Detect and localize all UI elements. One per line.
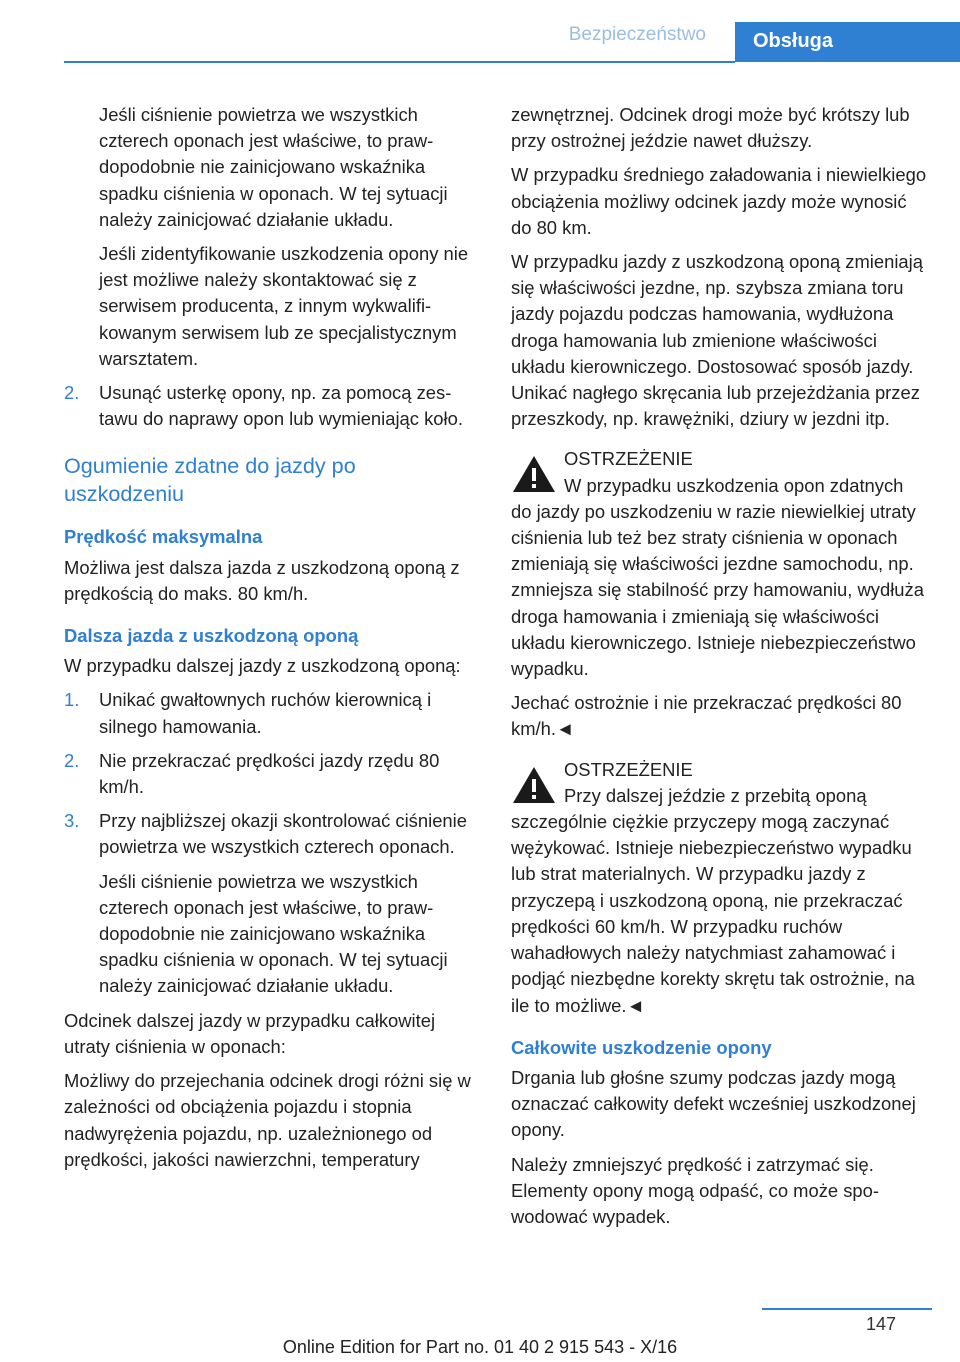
warning-icon — [511, 765, 557, 805]
paragraph-max-speed: Możliwa jest dalsza jazda z uszkodzoną oponą z prędkością do maks. 80 km/h. — [64, 556, 460, 604]
paragraph-drive-carefully: Jechać ostrożnie i nie przekraczać prędkości 80 km/h.◄ — [511, 692, 902, 740]
list-item-repair — [64, 380, 479, 432]
paragraph-distance-cont: zewnętrznej. Odcinek drogi może być krótszy lub przy ostrożnej jeździe nawet dłuższy. — [511, 104, 910, 152]
warning-block — [511, 757, 928, 1019]
paragraph-pressure-ok-repeat: Jeśli ciśnienie powietrza we wszystkich czterech oponach jest właściwe, to prawdopodobnie nie zainicjowano wskaźnika spadku ciśnienia w oponach. W tej sytuacji należy zainicjować działanie układu. — [99, 870, 448, 997]
warning-block — [511, 446, 928, 682]
paragraph-distance-detail: Możliwy do przejechania odcinek drogi różni się w zależności od obciążenia pojazdu i stopnia nadwyrężenia pojazdu, np. uzależnionego od prędkości, jakości nawierzchni, temperatury — [64, 1070, 471, 1170]
warning-title: OSTRZEŻENIE — [564, 758, 693, 780]
subheading-continue-driving: Dalsza jazda z uszkodzoną oponą — [64, 625, 359, 647]
list-text: Unikać gwałtownych ruchów kierownicą i silnego hamowania. — [99, 689, 432, 737]
warning-text: W przypadku uszkodzenia opon zdatnych do jazdy po uszkodzeniu w razie niewielkiej utraty ciśnienia lub też bez straty ciśnienia w oponach zmieniają się właściwości jezdne samochodu, np. zmniejsza się stabilność przy hamowaniu, wydłuża droga hamowania i zmieniają się właściwości układu kierowniczego. Istnieje niebezpieczeństwo wypadku. — [511, 474, 924, 680]
header-section-title: Bezpieczeństwo — [568, 24, 706, 45]
left-column — [64, 102, 479, 1173]
warning-title: OSTRZEŻENIE — [564, 448, 693, 470]
page-header — [0, 0, 960, 62]
header-chapter-tab: Obsługa — [735, 22, 960, 62]
subheading-total-failure: Całkowite uszkodzenie opony — [511, 1036, 772, 1058]
warning-text: Przy dalszej jeździe z przebitą oponą szczególnie ciężkie przyczepy mogą zaczynać wężykować. Istnieje niebezpieczeństwo wypadku lub strat materialnych. W przypadku jazdy z przyczepą i uszkodzoną oponą, nie przekraczać prędkości 60 km/h. W przypadku ruchów wahadłowych należy natychmiast zahamować i podjąć niezbędne korekty skrętu tak ostrożnie, na ile to możliwe.◄ — [511, 784, 915, 1016]
paragraph-distance-80km: W przypadku średniego załadowania i niewielkiego obciążenia możliwy odcinek jazdy może wynosić do 80 km. — [511, 164, 927, 238]
list-number: 2. — [64, 382, 80, 404]
paragraph-continue-driving: W przypadku dalszej jazdy z uszkodzoną oponą: — [64, 655, 461, 677]
list-item — [64, 808, 479, 860]
section-heading-runflat: Ogumienie zdatne do jazdy po uszkodzeniu — [64, 453, 356, 507]
subheading-max-speed: Prędkość maksymalna — [64, 526, 263, 548]
list-item — [64, 687, 479, 739]
list-number: 3. — [64, 810, 80, 832]
paragraph-handling: W przypadku jazdy z uszkodzoną oponą zmieniają się właściwości jezdne, np. szybsza zmiana toru jazdy pojazdu podczas hamowania, wydłużona droga hamowania lub zmienione właściwości układu kierowniczego. Dostosować sposób jazdy. Unikać nagłego skręcania lub przejeżdżania przez przeszkody, np. krawężniki, dziury w jezdni itp. — [511, 251, 923, 430]
list-item — [64, 748, 479, 800]
list-number: 1. — [64, 689, 80, 711]
list-number: 2. — [64, 749, 80, 771]
list-text: Nie przekraczać prędkości jazdy rzędu 80 km/h. — [99, 749, 440, 798]
right-column — [511, 102, 928, 1230]
list-text: Przy najbliższej okazji skontrolować ciśnienie powietrza we wszystkich czterech oponach. — [99, 810, 467, 858]
footer-edition: Online Edition for Part no. 01 40 2 915 543 - X/16 — [282, 1337, 678, 1357]
paragraph-stop: Należy zmniejszyć prędkość i zatrzymać się. Elementy opony mogą odpaść, co może spowodować wypadek. — [511, 1153, 880, 1227]
paragraph-contact-service: Jeśli zidentyfikowanie uszkodzenia opony nie jest możliwe należy skontaktować się z serwisem producenta, z innym wykwalifikowanym serwisem lub ze specjalistycznym warsztatem. — [99, 243, 469, 369]
header-divider — [64, 61, 735, 63]
paragraph-total-failure: Drgania lub głośne szumy podczas jazdy mogą oznaczać całkowity defekt wcześniej uszkodzonej opony. — [511, 1066, 916, 1141]
paragraph-distance-intro: Odcinek dalszej jazdy w przypadku całkowitej utraty ciśnienia w oponach: — [64, 1009, 436, 1057]
paragraph-pressure-ok: Jeśli ciśnienie powietrza we wszystkich czterech oponach jest właściwe, to prawdopodobnie nie zainicjowano wskaźnika spadku ciśnienia w oponach. W tej sytuacji należy zainicjować działanie układu. — [99, 104, 448, 230]
footer-divider — [762, 1308, 932, 1310]
list-text: Usunąć usterkę opony, np. za pomocą zestawu do naprawy opon lub wymieniając koło. — [99, 382, 463, 430]
warning-icon — [511, 454, 557, 494]
page-number: 147 — [865, 1314, 896, 1334]
